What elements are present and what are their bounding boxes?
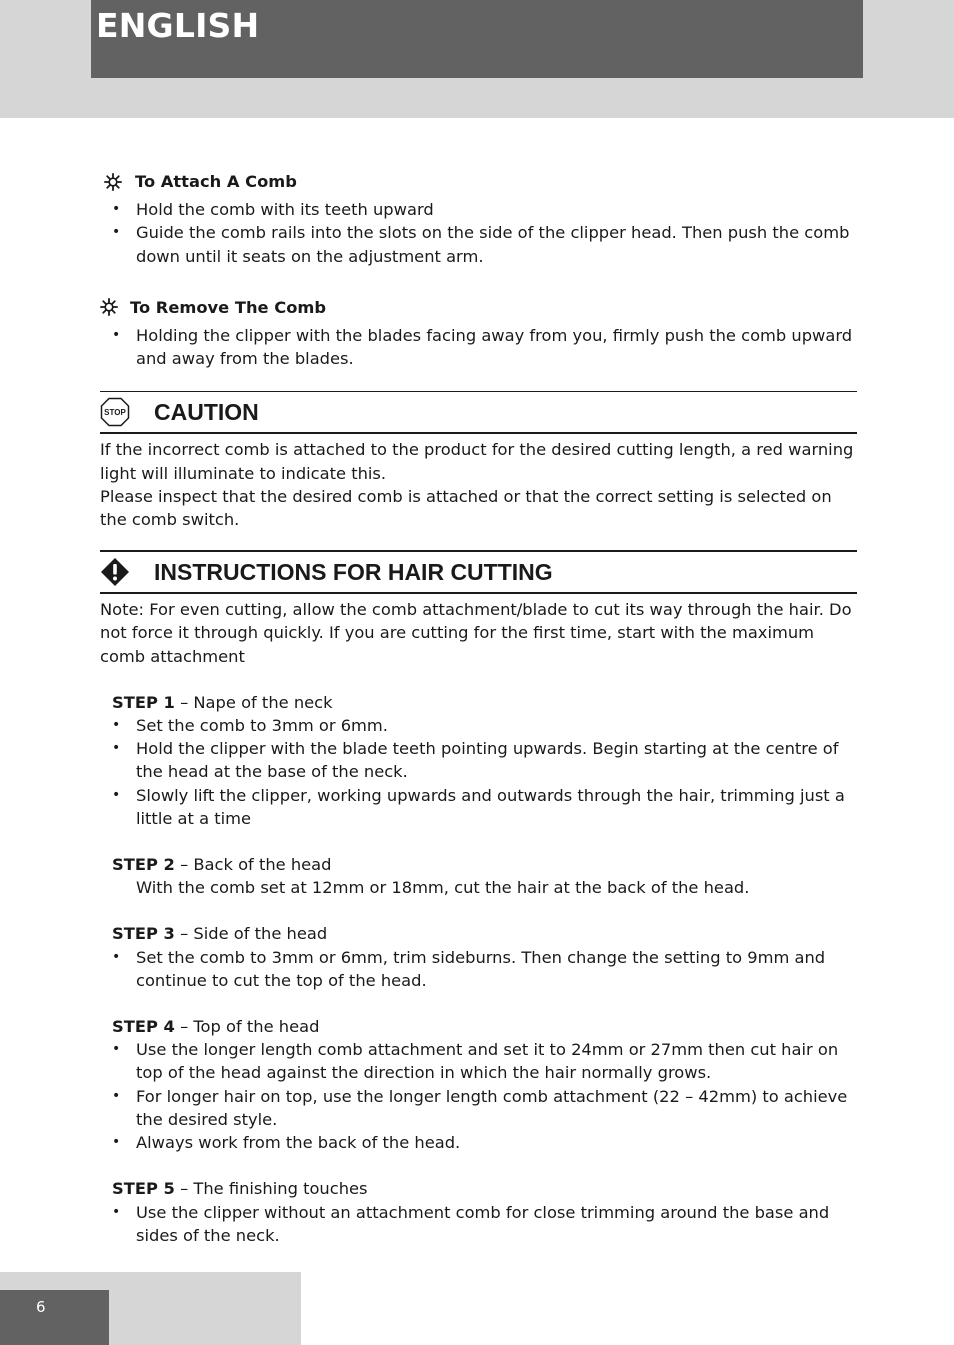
instructions-heading <box>100 552 857 594</box>
list-item: • Use the clipper without an attachment comb for close trimming around the base and sides of the neck. <box>100 1201 857 1247</box>
list-item: • Slowly lift the clipper, working upwards and outwards through the hair, trimming just a little at a time <box>100 784 857 830</box>
list-item: • Guide the comb rails into the slots on the side of the clipper head. Then push the comb down until it seats on the adjustment arm. <box>100 221 857 267</box>
instructions-note: Note: For even cutting, allow the comb attachment/blade to cut its way through the hair. Do not force it through quickly. If you are cutting for the first time, start with the maximum comb attachment <box>100 600 852 666</box>
list-item: • Hold the clipper with the blade teeth pointing upwards. Begin starting at the centre of the head at the base of the neck. <box>100 737 857 783</box>
step-label: STEP 4 <box>112 1017 175 1037</box>
caution-heading-text: CAUTION <box>154 398 259 425</box>
caution-heading <box>100 392 857 434</box>
stop-icon-text: STOP <box>104 408 126 418</box>
sparkle-icon <box>100 298 118 316</box>
step-title-text: – Nape of the neck <box>174 692 333 712</box>
attach-comb-heading-text: To Attach A Comb <box>135 172 297 191</box>
remove-comb-list <box>100 324 857 370</box>
step-label: STEP 5 <box>112 1179 175 1199</box>
step-5-list <box>100 1201 857 1247</box>
step-2-text: With the comb set at 12mm or 18mm, cut the hair at the back of the head. <box>136 878 750 898</box>
page-title: ENGLISH <box>96 6 260 45</box>
list-item: • Set the comb to 3mm or 6mm. <box>100 714 857 737</box>
step-title <box>112 922 857 945</box>
step-4-list <box>100 1038 857 1154</box>
remove-comb-heading <box>104 296 857 319</box>
remove-comb-heading-text: To Remove The Comb <box>130 297 327 317</box>
step-label: STEP 3 <box>112 924 175 944</box>
step-title <box>112 691 857 714</box>
step-title <box>112 853 857 876</box>
page-number: 6 <box>36 1298 46 1316</box>
main-content <box>100 170 857 1247</box>
attach-comb-heading <box>104 170 857 193</box>
title-box <box>91 0 863 78</box>
step-3-list <box>100 946 857 992</box>
attach-comb-list <box>100 198 857 268</box>
instructions-heading-text: INSTRUCTIONS FOR HAIR CUTTING <box>154 558 553 585</box>
step-title-text: – The finishing touches <box>174 1179 368 1199</box>
caution-paragraph: Please inspect that the desired comb is attached or that the correct setting is selected on the comb switch. <box>100 486 832 530</box>
header-band <box>0 0 954 118</box>
list-item: • Holding the clipper with the blades facing away from you, firmly push the comb upward and away from the blades. <box>100 324 857 370</box>
caution-paragraph: If the incorrect comb is attached to the product for the desired cutting length, a red warning light will illuminate to indicate this. <box>100 440 854 483</box>
step-label: STEP 2 <box>112 855 175 875</box>
step-1-list <box>100 714 857 830</box>
stop-icon <box>100 397 130 427</box>
list-item: • Set the comb to 3mm or 6mm, trim sideburns. Then change the setting to 9mm and continue to cut the top of the head. <box>100 946 857 992</box>
warning-icon <box>100 557 130 587</box>
step-title <box>112 1015 857 1038</box>
sparkle-icon <box>104 173 122 191</box>
footer-box <box>0 1290 109 1345</box>
list-item: • For longer hair on top, use the longer length comb attachment (22 – 42mm) to achieve the desired style. <box>100 1085 857 1131</box>
list-item: • Use the longer length comb attachment and set it to 24mm or 27mm then cut hair on top of the head against the direction in which the hair normally grows. <box>100 1038 857 1084</box>
list-item: • Always work from the back of the head. <box>100 1131 857 1154</box>
step-title-text: – Side of the head <box>174 924 328 944</box>
step-title-text: – Top of the head <box>174 1017 320 1037</box>
list-item: • Hold the comb with its teeth upward <box>100 198 857 221</box>
step-title <box>112 1177 857 1200</box>
step-title-text: – Back of the head <box>174 855 332 875</box>
step-label: STEP 1 <box>112 692 175 712</box>
